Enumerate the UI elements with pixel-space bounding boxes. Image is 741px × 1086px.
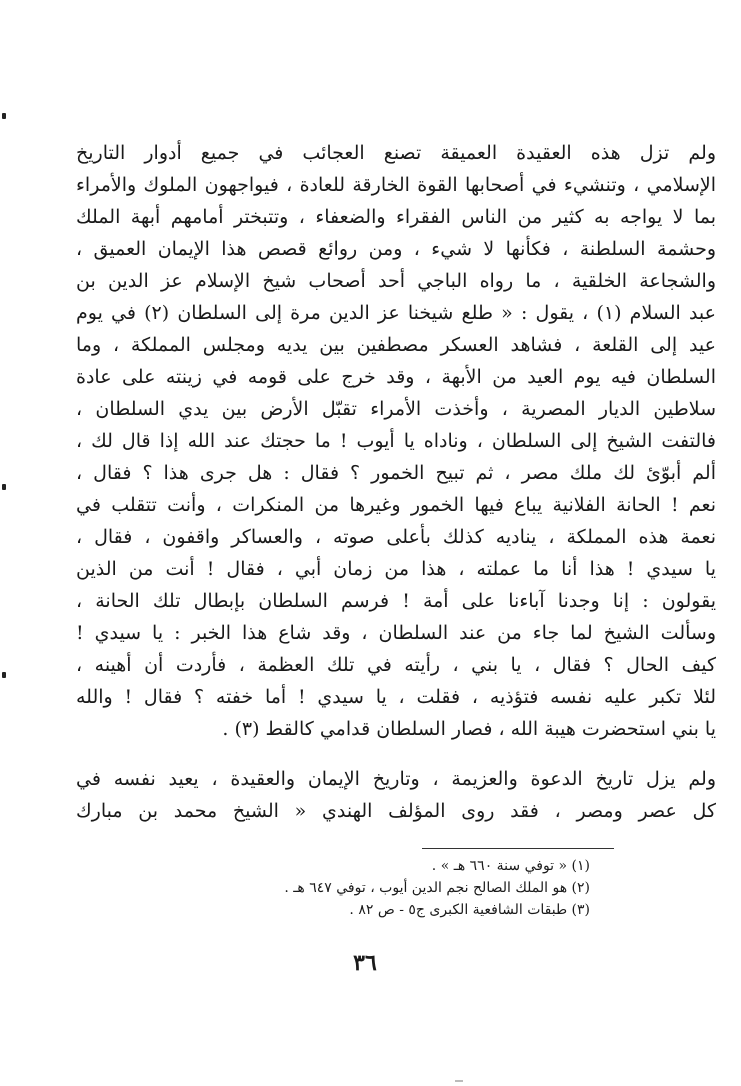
footnote-1: (١) « توفي سنة ٦٦٠ هـ » . (431, 858, 590, 874)
margin-mark (2, 672, 6, 678)
footnote-3: (٣) طبقات الشافعية الكبرى ج٥ - ص ٨٢ . (349, 902, 590, 918)
text-line: الإسلامي ، وتنشيء في أصحابها القوة الخارقة للعادة ، فيواجهون الملوك والأمراء (76, 174, 716, 196)
footnote-divider (422, 848, 614, 849)
text-line: ولم تزل هذه العقيدة العميقة تصنع العجائب في جميع أدوار التاريخ (76, 142, 716, 164)
text-line: بما لا يواجه به كثير من الناس الفقراء والضعفاء ، وتتبختر أمامهم أبهة الملك (76, 206, 716, 228)
text-line: نعم ! الحانة الفلانية يباع فيها الخمور وغيرها من المنكرات ، وأنت تتقلب في (76, 494, 716, 516)
text-line: لئلا تكبر عليه نفسه فتؤذيه ، فقلت ، يا سيدي ! أما خفته ؟ فقال ! والله (76, 686, 716, 708)
text-line: كل عصر ومصر ، فقد روى المؤلف الهندي « الشيخ محمد بن مبارك (76, 800, 716, 822)
text-line: يقولون : إنا وجدنا آباءنا على أمة ! فرسم السلطان بإبطال تلك الحانة ، (76, 590, 716, 612)
text-line: وحشمة السلطنة ، فكأنها لا شيء ، ومن روائع قصص هذا الإيمان العميق ، (76, 238, 716, 260)
text-line: عبد السلام (١) ، يقول : « طلع شيخنا عز الدين مرة إلى السلطان (٢) في يوم (76, 302, 716, 324)
margin-mark (2, 484, 6, 490)
text-line: ولم يزل تاريخ الدعوة والعزيمة ، وتاريخ الإيمان والعقيدة ، يعيد نفسه في (76, 768, 716, 790)
text-line: نعمة هذه المملكة ، يناديه كذلك بأعلى صوته ، والعساكر واقفون ، فقال ، (76, 526, 716, 548)
margin-mark (2, 113, 6, 119)
text-line: كيف الحال ؟ فقال ، يا بني ، رأيته في تلك العظمة ، فأردت أن أهينه ، (76, 654, 716, 676)
text-line: عيد إلى القلعة ، فشاهد العسكر مصطفين بين يديه ومجلس المملكة ، وما (76, 334, 716, 356)
text-line: يا سيدي ! هذا أنا ما عملته ، هذا من زمان أبي ، فقال ! أنت من الذين (76, 558, 716, 580)
text-line: فالتفت الشيخ إلى السلطان ، وناداه يا أيوب ! ما حجتك عند الله إذا قال لك ، (76, 430, 716, 452)
paragraph-2 (76, 763, 716, 827)
footnote-2: (٢) هو الملك الصالح نجم الدين أيوب ، توفي ٦٤٧ هـ . (284, 880, 590, 896)
text-line: والشجاعة الخلقية ، ما رواه الباجي أحد أصحاب شيخ الإسلام عز الدين بن (76, 270, 716, 292)
text-line: السلطان فيه يوم العيد من الأبهة ، وقد خرج على قومه في زينته على عادة (76, 366, 716, 388)
paragraph-1 (76, 137, 716, 745)
page-number: ٣٦ (353, 950, 377, 976)
text-line: وسألت الشيخ لما جاء من عند السلطان ، وقد شاع هذا الخبر : يا سيدي ! (76, 622, 716, 644)
text-line: ألم أبوّئ لك ملك مصر ، ثم تبيح الخمور ؟ فقال : هل جرى هذا ؟ فقال ، (76, 462, 716, 484)
text-line: يا بني استحضرت هيبة الله ، فصار السلطان قدامي كالقط (٣) . (222, 718, 716, 740)
text-line: سلاطين الديار المصرية ، وأخذت الأمراء تقبّل الأرض بين يدي السلطان ، (76, 398, 716, 420)
footnotes (284, 855, 590, 921)
scan-speck (455, 1080, 463, 1082)
